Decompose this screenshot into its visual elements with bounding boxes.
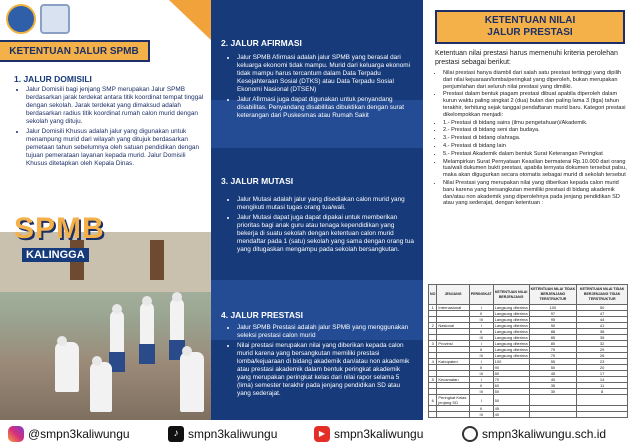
list-item: • Melampirkan Surat Pernyataan Keaslian bermaterai Rp.10.000 dari orang tua/wali dukumen bukti prestasi, apabila ternyata dokumen tersebut palsu, maka akan digugurkan secara otomatis sebagai murid di sekolah tersebut	[443, 159, 631, 179]
table-cell: Nasional	[437, 323, 469, 329]
table-cell	[437, 412, 469, 418]
list-item: • Jalur Domisili Khusus adalah jalur yang digunakan untuk menampung murid dari wilayah yang ditujuk berdasarkan pemetaan tahun sebelumnya oleh satuan pendidikan dengan tujuan pemerataan layanan kepada murid. Jalur Domisili Khusus ditetapkan oleh Kepala Dinas.	[26, 128, 204, 168]
table-cell: Kabupaten	[437, 359, 469, 365]
table-cell: Langsung diterima	[494, 329, 528, 334]
table-cell: Langsung diterima	[494, 311, 528, 316]
prestasi-criteria-list	[435, 70, 631, 208]
table-cell: III	[469, 335, 493, 341]
table-cell: 38	[577, 329, 628, 335]
table-cell: I	[469, 377, 493, 383]
table-cell: 85	[529, 335, 577, 341]
table-cell: 50	[577, 305, 628, 311]
table-cell: 35	[577, 335, 628, 341]
table-cell: 50	[529, 365, 577, 371]
table-cell: 8	[577, 389, 628, 395]
table-cell: 70	[493, 377, 529, 383]
tiktok-icon: ♪	[168, 426, 184, 442]
table-header-cell: PERINGKAT	[469, 285, 493, 305]
list-item: • Nilai prestasi merupakan nilai yang diberikan kepada calon murid karena yang bersangkutan memiliki prestasi lomba/kejuaraan di bidang akademik dan/atau non akademik atau prestasi akademik dalam bentuk peringkat akademik yang merupakan peringkat kelas dari nilai rapor selama 5 (lima) semester terakhir pada jenjang pendidikan SD atau yang sederajat.	[237, 342, 415, 398]
table-cell: 45	[493, 406, 529, 412]
list-item: • 2.- Prestasi di bidang seni dan budaya.	[443, 127, 631, 134]
table-row	[429, 395, 628, 406]
table-cell: 26	[577, 353, 628, 359]
social-footer	[0, 420, 634, 448]
youtube-link[interactable]	[314, 426, 423, 442]
list-item: • Jalur SPMB Afirmasi adalah jalur SPMB yang berasal dari keluarga ekonomi tidak mampu. Murid dari keluarga ekonomi tidak mampu harus tercantum dalam Data Terpadu Kesejahteraan Sosial (DTKS) atau Data Terpadu Sosial Ekonomi Nasional (DTSEN)	[237, 54, 415, 94]
table-cell: 23	[577, 359, 628, 365]
right-intro: Ketentuan nilai prestasi harus memenuhi kriteria perolehan prestasi sebagai berikut:	[435, 50, 618, 66]
table-cell: I	[469, 341, 493, 347]
list-item: • Jalur SPMB Prestasi adalah jalur SPMB yang menggunakan seleksi prestasi calon murid	[237, 324, 415, 340]
section-heading-afirmasi: 2. JALUR AFIRMASI	[221, 38, 302, 48]
table-cell: II	[469, 383, 493, 389]
table-header-cell: NO	[429, 285, 437, 305]
list-item: • 3.- Prestasi di bidang olahraga.	[443, 135, 631, 142]
table-cell: 70	[529, 353, 577, 359]
website-url: smpn3kaliwungu.sch.id	[482, 427, 607, 441]
table-cell: Langsung diterima	[494, 353, 528, 358]
table-header-cell: KETENTUAN NILAI BERJENJANG	[493, 285, 529, 305]
mutasi-list	[225, 196, 415, 256]
table-row	[429, 412, 628, 418]
list-item: • Nilai Prestasi yang merupakan nilai yang diberikan kepada calon murid baru karena yang bersangkutan memiliki prestasi di bidang akademik dan/atau non akademik yang diperolehnya pada jenjang pendidikan SD atau yang sederajat, dengan ketentuan :	[443, 180, 631, 207]
section-heading-mutasi: 3. JALUR MUTASI	[221, 176, 294, 186]
instagram-link[interactable]	[8, 426, 130, 442]
table-cell: 40	[493, 412, 529, 418]
table-cell: 50	[493, 395, 529, 406]
instagram-handle: @smpn3kaliwungu	[28, 427, 130, 441]
table-cell: III	[469, 389, 493, 395]
table-cell: 100	[493, 359, 529, 365]
table-cell: 3	[429, 341, 437, 347]
table-cell: Langsung diterima	[494, 341, 528, 346]
list-item: • Jalur Afirmasi juga dapat digunakan untuk penyandang disabilitas. Penyandang disabilitas dibuktikan dengan surat keterangan dari Puskesmas atau Rumah Sakit	[237, 96, 415, 120]
list-item: • 4.- Prestasi di bidang lain	[443, 143, 631, 150]
table-cell: III	[469, 412, 493, 418]
table-cell: III	[469, 371, 493, 377]
table-cell: 55	[529, 359, 577, 365]
table-cell: Internasional	[437, 305, 469, 311]
table-cell: I	[469, 305, 493, 311]
youtube-handle: smpn3kaliwungu	[334, 427, 424, 441]
table-header-cell: KETENTUAN NILAI TIDAK BERJENJANG TIDAK TERSTRUKTUR	[577, 285, 628, 305]
instagram-icon	[8, 426, 24, 442]
table-cell: III	[469, 317, 493, 323]
section-heading-domisili: 1. JALUR DOMISILI	[14, 74, 92, 84]
table-cell: 88	[529, 329, 577, 335]
right-title-line2: JALUR PRESTASI	[487, 27, 573, 38]
table-cell	[529, 395, 577, 406]
table-header-cell: JENJANG	[437, 285, 469, 305]
table-cell: Peringkat Kelas jenjang SD	[437, 395, 469, 406]
school-logo-icon	[6, 4, 36, 34]
table-cell: Provinsi	[437, 341, 469, 347]
list-item: • Jalur Mutasi adalah jalur yang disediakan calon murid yang mengikuti mutasi tugas orang tua/wali.	[237, 196, 415, 212]
table-cell: 90	[529, 323, 577, 329]
list-item: • Jalur Mutasi dapat juga dapat dipakai untuk memberikan prioritas bagi anak guru atau tenaga kependidikan yang bekerja di suatu sekolah dengan ketentuan calon murid mendaftar pada 1 (satu) sekolah yang sama dengan orang tua yang ditugaskan mengampu pada sekolah bersangkutan.	[237, 214, 415, 254]
table-cell: 44	[577, 317, 628, 323]
list-item: • Prestasi dalam bentuk piagam prestasi dibuat apabila diperoleh dalam kurun waktu paling singkat 2 (dua) bulan dan paling lama 3 (tiga) tahun terakhir, terhitung sejak tanggal pendaftaran murid baru. Kategori prestasi dikelompokkan menjadi:	[443, 91, 631, 118]
table-cell	[529, 412, 577, 418]
table-cell	[577, 412, 628, 418]
list-item: • 1.- Prestasi di bidang sains (ilmu pengetahuan)/Akademik.	[443, 120, 631, 127]
table-cell	[429, 412, 437, 418]
prestasi-score-table	[428, 284, 628, 418]
table-cell: II	[469, 311, 493, 317]
tiktok-handle: smpn3kaliwungu	[188, 427, 278, 441]
table-cell	[577, 395, 628, 406]
table-cell: Langsung diterima	[494, 305, 528, 310]
section-heading-prestasi: 4. JALUR PRESTASI	[221, 310, 304, 320]
table-cell: II	[469, 365, 493, 371]
region-label: KALINGGA	[22, 248, 89, 262]
table-cell: 90	[493, 365, 529, 371]
table-cell: III	[469, 353, 493, 359]
left-title: KETENTUAN JALUR SPMB	[0, 40, 150, 62]
table-cell: I	[469, 395, 493, 406]
table-cell: 14	[577, 377, 628, 383]
table-cell: 1	[429, 305, 437, 311]
domisili-list	[14, 86, 204, 170]
district-logo-icon	[40, 4, 70, 34]
prestasi-list	[225, 324, 415, 400]
table-cell: 47	[577, 311, 628, 317]
right-title-line1: KETENTUAN NILAI	[484, 15, 576, 26]
tiktok-link[interactable]	[168, 426, 277, 442]
table-cell: 29	[577, 347, 628, 353]
table-cell: Langsung diterima	[494, 347, 528, 352]
table-cell: I	[469, 359, 493, 365]
list-item: • Jalur Domisili bagi jenjang SMP merupakan Jalur SPMB berdasarkan jarak terdekat antara titik koordinat tempat tinggal dengan sekolah. Jarak terdekat yang dimaksud adalah berdasarkan radius titik koordinat rumah calon murid dengan sekolah yang dituju.	[26, 86, 204, 126]
right-title	[435, 10, 625, 44]
table-cell: II	[469, 347, 493, 353]
list-item: • 5.- Prestasi Akademik dalam bentuk Surat Keterangan Peringkat	[443, 151, 631, 158]
table-cell: 41	[577, 323, 628, 329]
table-cell: 30	[529, 389, 577, 395]
table-cell: II	[469, 406, 493, 412]
globe-icon	[462, 426, 478, 442]
table-cell: 75	[529, 347, 577, 353]
table-cell: Langsung diterima	[494, 323, 528, 328]
table-cell: 97	[529, 311, 577, 317]
table-body	[429, 305, 628, 418]
table-cell: 17	[577, 371, 628, 377]
table-cell: 95	[529, 317, 577, 323]
youtube-icon: ▶	[314, 426, 330, 442]
left-panel	[0, 0, 211, 420]
table-cell: Kecamatan	[437, 377, 469, 383]
table-cell: 2	[429, 323, 437, 329]
table-cell: 50	[493, 389, 529, 395]
website-link[interactable]	[462, 426, 606, 442]
table-cell: 4	[429, 359, 437, 365]
table-cell: I	[469, 323, 493, 329]
table-cell: 40	[529, 377, 577, 383]
table-cell: Langsung diterima	[494, 317, 528, 322]
afirmasi-list	[225, 54, 415, 122]
table-cell: 80	[529, 341, 577, 347]
table-cell: 35	[529, 383, 577, 389]
table-cell: 20	[577, 365, 628, 371]
table-cell: 80	[493, 371, 529, 377]
table-cell: Langsung diterima	[494, 335, 528, 340]
table-cell: 11	[577, 383, 628, 389]
table-cell: 32	[577, 341, 628, 347]
table-cell: 5	[429, 377, 437, 383]
table-header-row	[429, 285, 628, 305]
table-header-cell: KETENTUAN NILAI TIDAK BERJENJANG TERSTRUKTUR	[529, 285, 577, 305]
decor-corner	[141, 0, 211, 40]
logos	[6, 4, 70, 34]
table-cell: 6	[429, 395, 437, 406]
table-cell: 45	[529, 371, 577, 377]
table-cell: II	[469, 329, 493, 335]
list-item: • Nilai prestasi hanya diambil dari salah satu prestasi tertinggi yang dipilih dari nilai kejuaraan/lomba/peringkat yang diperoleh, bukan merupakan penjumlahan dari seluruh nilai prestasi yang dimiliki.	[443, 70, 631, 90]
middle-panel	[211, 0, 423, 420]
spmb-brand: SPMB	[14, 212, 105, 245]
table-cell: 60	[493, 383, 529, 389]
table-cell: 100	[529, 305, 577, 311]
